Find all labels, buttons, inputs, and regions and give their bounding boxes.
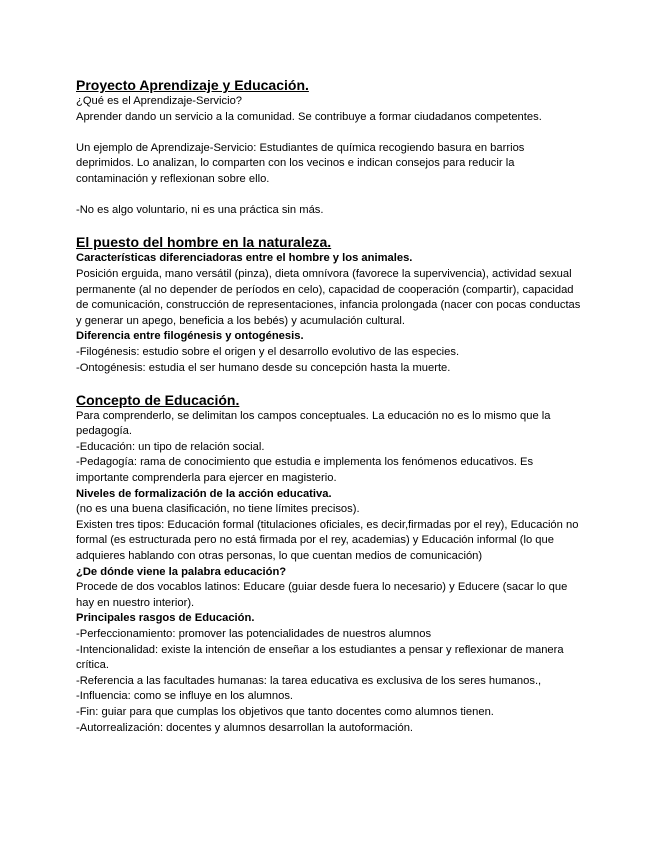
subtitle-origen: ¿De dónde viene la palabra educación? [76, 565, 287, 578]
niveles-text: Existen tres tipos: Educación formal (titulaciones oficiales, es decir,firmadas por el rey), Educación no formal (es estructurada pero no está firmada por el rey, academias) y Educación informal (lo que adquieres hablando con otras personas, lo que cuentan medios de comunicación) [76, 518, 579, 563]
intro-paragraph: Para comprenderlo, se delimitan los campos conceptuales. La educación no es lo mismo que la pedagogía. [76, 409, 551, 438]
ontogenesis-line: -Ontogénesis: estudia el ser humano desde su concepción hasta la muerte. [76, 361, 451, 374]
list-item: -Fin: guiar para que cumplas los objetivos que tanto docentes como alumnos tienen. [76, 705, 494, 718]
paragraph-caracteristicas: Posición erguida, mano versátil (pinza), dieta omnívora (favorece la supervivencia), actividad sexual permanente (al no depender de períodos en celo), capacidad de cooperación (compartir), capacidad de comunicación, construcción de representaciones, infancia prolongada (nacer con pocas conductas y generar un apego, beneficia a los bebés) y acumulación cultural. [76, 267, 581, 327]
spacer [76, 125, 581, 141]
question-aprendizaje-servicio: ¿Qué es el Aprendizaje-Servicio? [76, 95, 243, 107]
subtitle-filogenesis-ontogenesis: Diferencia entre filogénesis y ontogénesis. [76, 330, 304, 343]
spacer [76, 219, 581, 235]
spacer [76, 376, 581, 392]
niveles-note: (no es una buena clasificación, no tiene límites precisos). [76, 503, 360, 516]
example-paragraph: Un ejemplo de Aprendizaje-Servicio: Estudiantes de química recogiendo basura en barrios deprimidos. Lo analizan, lo comparten con los vecinos e indican consejos para reducir la contaminación y reflexionan sobre ello. [76, 141, 525, 185]
section-title-concepto-educacion: Concepto de Educación. [76, 391, 240, 408]
document-page [76, 77, 581, 736]
subtitle-niveles: Niveles de formalización de la acción educativa. [76, 487, 332, 500]
spacer [76, 188, 581, 204]
subtitle-rasgos: Principales rasgos de Educación. [76, 612, 255, 625]
list-item: -Autorrealización: docentes y alumnos desarrollan la autoformación. [76, 721, 414, 734]
definition-aprendizaje-servicio: Aprender dando un servicio a la comunidad. Se contribuye a formar ciudadanos competentes. [76, 110, 542, 123]
pedagogia-line: -Pedagogía: rama de conocimiento que estudia e implementa los fenómenos educativos. Es importante comprenderla para ejercer en magisterio. [76, 456, 534, 485]
origen-text: Procede de dos vocablos latinos: Educare (guiar desde fuera lo necesario) y Educere (sacar lo que hay en nuestro interior). [76, 581, 568, 609]
section-title-aprendizaje: Proyecto Aprendizaje y Educación. [76, 77, 309, 93]
filogenesis-line: -Filogénesis: estudio sobre el origen y el desarrollo evolutivo de las especies. [76, 345, 460, 358]
list-item: -Perfeccionamiento: promover las potencialidades de nuestros alumnos [76, 628, 432, 640]
list-item: -Referencia a las facultades humanas: la tarea educativa es exclusiva de los seres humanos., [76, 674, 542, 687]
list-item: -Influencia: como se influye en los alumnos. [76, 690, 294, 703]
subtitle-caracteristicas: Características diferenciadoras entre el hombre y los animales. [76, 252, 413, 265]
voluntary-note: -No es algo voluntario, ni es una práctica sin más. [76, 204, 324, 217]
educacion-line: -Educación: un tipo de relación social. [76, 440, 265, 453]
section-title-puesto-hombre: El puesto del hombre en la naturaleza. [76, 234, 332, 251]
list-item: -Intencionalidad: existe la intención de enseñar a los estudiantes a pensar y reflexionar de manera crítica. [76, 643, 564, 672]
